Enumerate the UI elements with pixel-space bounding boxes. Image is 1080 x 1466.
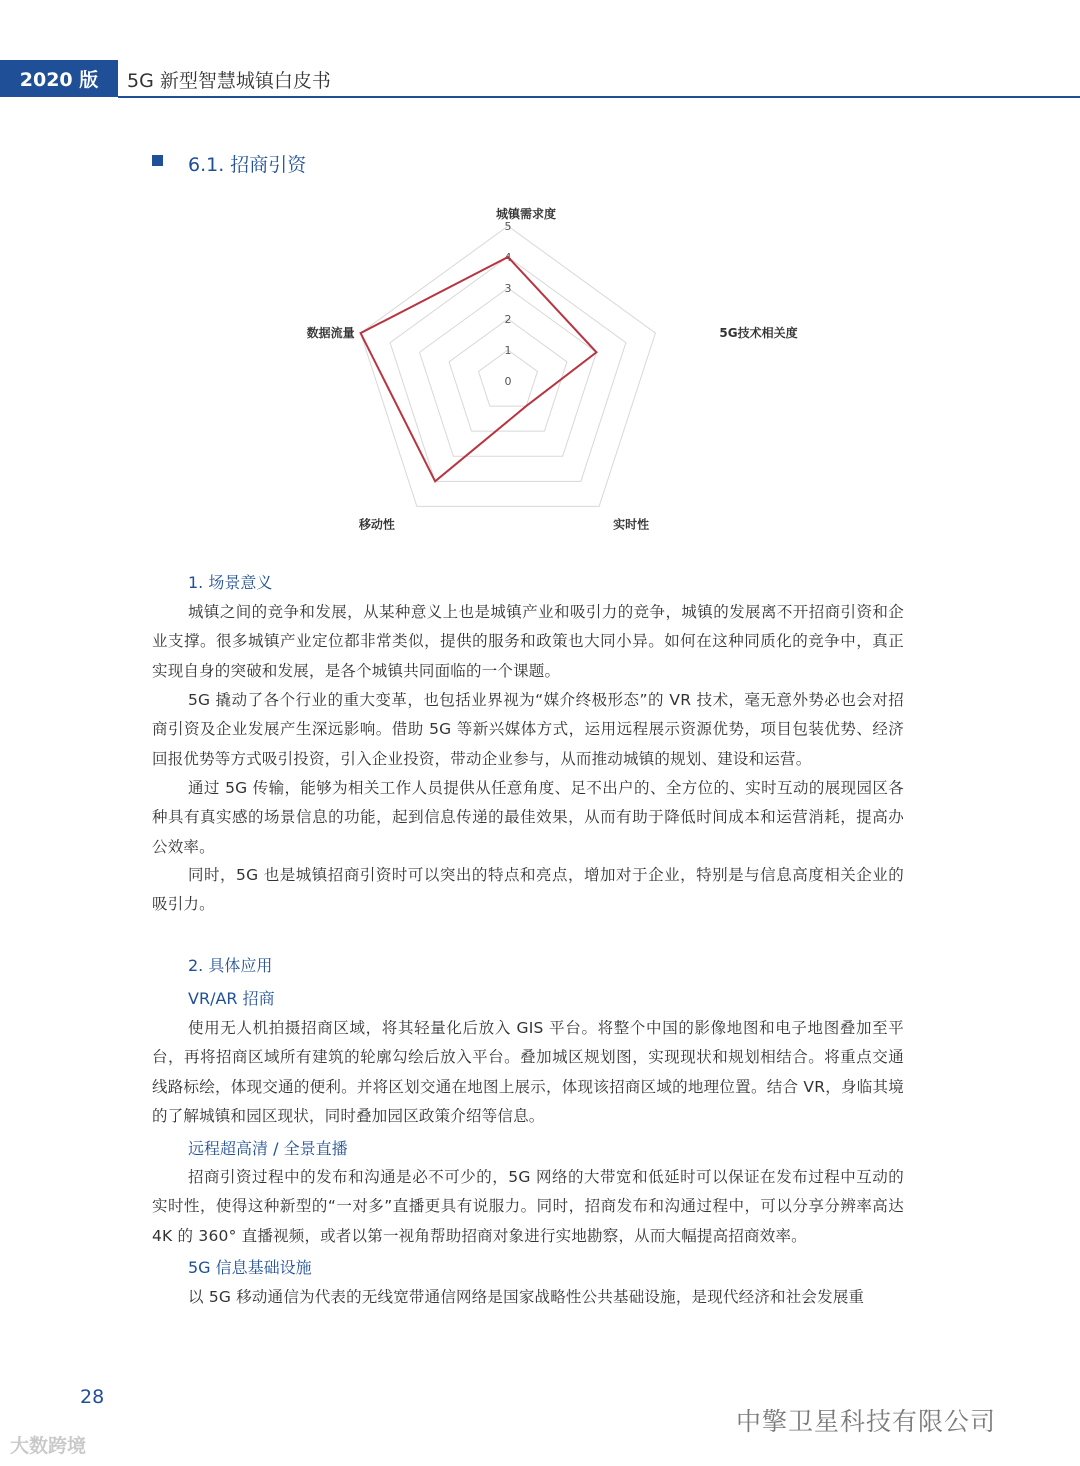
radar-scale-label: 5 (504, 220, 512, 233)
document-title: 5G 新型智慧城镇白皮书 (127, 70, 331, 92)
watermark-left: 大数跨境 (10, 1435, 87, 1457)
radar-scale-label: 3 (504, 282, 512, 295)
radar-scale-label: 4 (504, 251, 512, 264)
edition-label: 2020 版 (19, 69, 99, 91)
paragraph: 招商引资过程中的发布和沟通是必不可少的，5G 网络的大带宽和低延时可以保证在发布过程中互动的实时性，使得这种新型的“一对多”直播更具有说服力。同时，招商发布和沟通过程中，可以分享分辨率高达 4K 的 360° 直播视频，或者以第一视角帮助招商对象进行实地勘察，从而大幅提高招商效率。 (152, 1168, 904, 1245)
radar-series-line (361, 257, 597, 481)
radar-axis-label: 移动性 (358, 517, 395, 532)
paragraph: 以 5G 移动通信为代表的无线宽带通信网络是国家战略性公共基础设施，是现代经济和社会发展重 (188, 1288, 865, 1306)
paragraph: 通过 5G 传输，能够为相关工作人员提供从任意角度、足不出户的、全方位的、实时互动的展现园区各种具有真实感的场景信息的功能，起到信息传递的最佳效果，从而有助于降低时间成本和运营消耗，提高办公效率。 (152, 779, 904, 856)
radar-axis-label: 城镇需求度 (495, 207, 557, 221)
subheading-live-stream: 远程超高清 / 全景直播 (188, 1139, 348, 1158)
page-number: 28 (80, 1386, 105, 1408)
radar-axis-label: 5G技术相关度 (719, 326, 798, 341)
header-rule (118, 96, 1080, 98)
radar-scale (505, 220, 512, 388)
paragraph: 5G 撬动了各个行业的重大变革，也包括业界视为“媒介终极形态”的 VR 技术，毫无意外势必也会对招商引资及企业发展产生深远影响。借助 5G 等新兴媒体方式，运用远程展示资源优势，项目包装优势、经济回报优势等方式吸引投资，引入企业投资，带动企业参与，从而推动城镇的规划、建设和运营。 (152, 691, 904, 768)
radar-axis-label: 实时性 (613, 517, 650, 532)
radar-grid-ring (361, 226, 656, 506)
heading-scene-significance: 1. 场景意义 (188, 573, 273, 592)
radar-scale-label: 0 (504, 375, 512, 388)
radar-axis-label: 数据流量 (306, 326, 355, 341)
radar-scale-label: 2 (504, 313, 512, 326)
watermark-right: 中擎卫星科技有限公司 (736, 1407, 997, 1436)
subheading-infrastructure: 5G 信息基础设施 (188, 1258, 312, 1277)
paragraph: 使用无人机拍摄招商区域，将其轻量化后放入 GIS 平台。将整个中国的影像地图和电子地图叠加至平台，再将招商区域所有建筑的轮廓勾绘后放入平台。叠加城区规划图，实现现状和规划相结合。将重点交通线路标绘，体现交通的便利。并将区划交通在地图上展示，体现该招商区域的地理位置。结合 VR，身临其境的了解城镇和园区现状，同时叠加园区政策介绍等信息。 (152, 1019, 904, 1125)
radar-axis-labels (307, 206, 798, 531)
radar-chart (300, 195, 798, 535)
heading-applications: 2. 具体应用 (188, 956, 273, 975)
radar-scale-label: 1 (504, 344, 512, 357)
section-title: 6.1. 招商引资 (188, 154, 307, 176)
section-bullet-icon (152, 155, 163, 166)
paragraph: 城镇之间的竞争和发展，从某种意义上也是城镇产业和吸引力的竞争，城镇的发展离不开招商引资和企业支撑。很多城镇产业定位都非常类似，提供的服务和政策也大同小异。如何在这种同质化的竞争中，真正实现自身的突破和发展，是各个城镇共同面临的一个课题。 (152, 603, 904, 680)
paragraph: 同时，5G 也是城镇招商引资时可以突出的特点和亮点，增加对于企业，特别是与信息高度相关企业的吸引力。 (152, 866, 904, 914)
radar-series (361, 257, 597, 481)
edition-badge (0, 60, 118, 97)
radar-grid (361, 226, 656, 506)
subheading-vr-ar: VR/AR 招商 (188, 989, 275, 1008)
